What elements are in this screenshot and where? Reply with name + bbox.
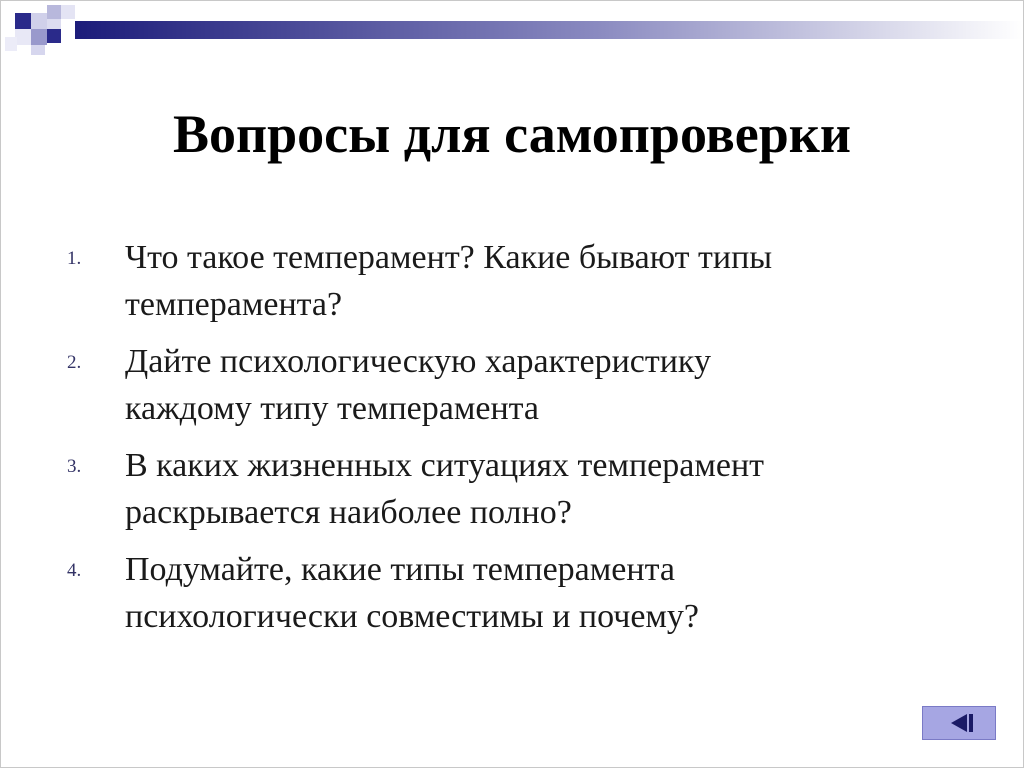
question-item-3 bbox=[61, 442, 961, 536]
question-item-4 bbox=[61, 546, 961, 640]
question-number: 1. bbox=[67, 248, 82, 269]
slide-title: Вопросы для самопроверки bbox=[172, 104, 851, 164]
question-item-2 bbox=[61, 338, 961, 432]
skip-to-start-icon bbox=[923, 707, 995, 739]
question-item-1 bbox=[61, 234, 961, 328]
questions-list bbox=[61, 234, 961, 650]
question-text: Подумайте, какие типы темперамента психологически совместимы и почему? bbox=[125, 551, 700, 635]
header-decoration bbox=[1, 1, 1023, 61]
first-slide-button[interactable] bbox=[922, 706, 996, 740]
question-number: 3. bbox=[67, 456, 82, 477]
question-text: В каких жизненных ситуациях темперамент раскрывается наиболее полно? bbox=[125, 447, 764, 531]
question-number: 2. bbox=[67, 352, 82, 373]
question-text: Что такое темперамент? Какие бывают типы темперамента? bbox=[125, 239, 773, 323]
question-number: 4. bbox=[67, 560, 82, 581]
question-text: Дайте психологическую характеристику каждому типу темперамента bbox=[125, 343, 711, 427]
